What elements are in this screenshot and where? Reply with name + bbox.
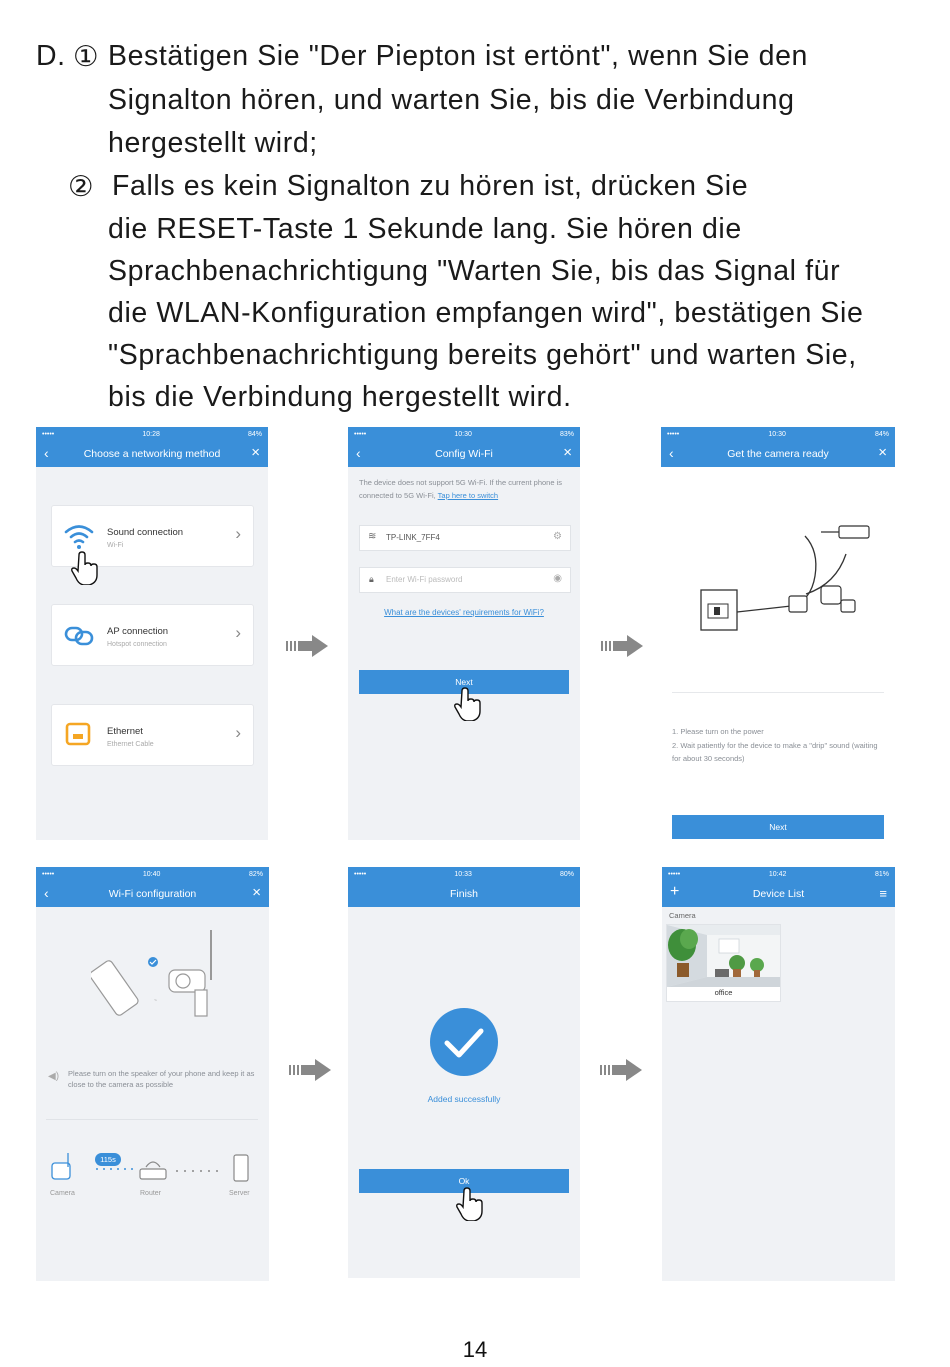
5g-notice: [359, 476, 564, 502]
option-title: AP connection: [107, 626, 169, 637]
screen-device-list: [662, 867, 895, 1281]
ethernet-icon: [64, 721, 94, 749]
screen-title: Wi-Fi configuration: [108, 888, 197, 900]
ok-button[interactable]: Ok: [359, 1169, 569, 1193]
carrier-signal: •••••: [42, 870, 55, 878]
screen-wifi-configuration: [36, 867, 269, 1281]
status-bar: [36, 427, 268, 441]
status-time: 10:30: [454, 430, 472, 438]
nav-bar: [661, 441, 895, 467]
switch-network-link[interactable]: Tap here to switch: [437, 491, 499, 500]
carrier-signal: •••••: [667, 430, 680, 438]
5g-notice-text: The device does not support 5G Wi-Fi. If the current phone is connected to 5G Wi-Fi,: [359, 478, 563, 500]
status-bar: [661, 427, 895, 441]
ssid-field[interactable]: [359, 525, 571, 551]
ready-step-2: 2. Wait patiently for the device to make a "drip" sound (waiting for about 30 seconds): [672, 741, 878, 763]
carrier-signal: •••••: [354, 430, 367, 438]
option-subtitle: Hotspot connection: [107, 641, 167, 648]
pointing-hand-icon: [71, 551, 99, 585]
option-subtitle: Wi-Fi: [107, 542, 124, 549]
svg-text:~: ~: [154, 998, 157, 1004]
section-label: Camera: [669, 911, 696, 920]
option-ethernet[interactable]: [51, 704, 254, 766]
success-message: Added successfully: [427, 1094, 501, 1104]
arrow-right-icon: [601, 635, 645, 657]
close-icon[interactable]: ×: [878, 444, 887, 461]
carrier-signal: •••••: [354, 870, 367, 878]
phone-camera-illustration: [91, 922, 231, 1022]
status-time: 10:33: [454, 870, 472, 878]
lock-icon: 🔒︎: [369, 574, 374, 584]
battery-level: 84%: [247, 430, 262, 438]
screen-config-wifi: [348, 427, 580, 840]
camera-thumbnail: [667, 925, 780, 987]
connection-flow-diagram: [48, 1149, 260, 1189]
device-name: office: [714, 988, 733, 997]
nav-bar: [662, 881, 895, 907]
status-time: 10:40: [142, 870, 161, 878]
option-subtitle: Ethernet Cable: [107, 741, 154, 748]
speaker-hint: Please turn on the speaker of your phone and keep it as close to the camera as possible: [68, 1069, 255, 1089]
password-placeholder: Enter Wi-Fi password: [386, 575, 463, 584]
node-label-router: Router: [140, 1190, 162, 1197]
battery-level: 83%: [559, 430, 574, 438]
screen-title: Finish: [449, 888, 478, 900]
nav-bar: [348, 441, 580, 467]
status-bar: [348, 867, 580, 881]
carrier-signal: •••••: [42, 430, 55, 438]
battery-level: 80%: [559, 870, 574, 878]
close-icon[interactable]: ×: [563, 444, 572, 461]
back-icon[interactable]: ‹: [44, 885, 49, 901]
step2-marker: ②: [68, 171, 95, 203]
success-check-icon: [429, 1007, 499, 1077]
step2-line-1: Falls es kein Signalton zu hören ist, drücken Sie: [112, 170, 749, 202]
divider: [672, 692, 884, 693]
step2-line-5: "Sprachbenachrichtigung bereits gehört" und warten Sie,: [108, 339, 857, 371]
pointing-hand-icon: [454, 687, 482, 721]
battery-level: 84%: [874, 430, 889, 438]
divider: [46, 1119, 258, 1120]
step2-line-2: die RESET-Taste 1 Sekunde lang. Sie hören die: [108, 213, 742, 245]
screen-camera-ready: [661, 427, 895, 846]
step2-line-6: bis die Verbindung hergestellt wird.: [108, 381, 572, 413]
nav-bar: [348, 881, 580, 907]
arrow-right-icon: [289, 1059, 333, 1081]
screen-choose-network: [36, 427, 268, 840]
camera-power-illustration: [681, 522, 881, 642]
wifi-icon: ≋: [368, 531, 377, 542]
close-icon[interactable]: ×: [251, 444, 260, 461]
back-icon[interactable]: ‹: [669, 445, 674, 461]
step1-marker: ①: [73, 41, 100, 73]
arrow-right-icon: [286, 635, 330, 657]
settings-icon[interactable]: ⚙: [553, 531, 562, 542]
battery-level: 82%: [248, 870, 263, 878]
page-number: 14: [462, 1337, 488, 1362]
close-icon[interactable]: ×: [252, 884, 261, 901]
status-time: 10:30: [768, 430, 786, 438]
nav-bar: [36, 441, 268, 467]
option-title: Ethernet: [107, 726, 143, 737]
screen-finish: [348, 867, 580, 1278]
back-icon[interactable]: ‹: [356, 445, 361, 461]
wifi-icon: [64, 522, 94, 550]
ssid-value: TP-LINK_7FF4: [386, 533, 440, 542]
pointing-hand-icon: [456, 1187, 484, 1221]
screen-title: Choose a networking method: [83, 448, 221, 460]
password-field[interactable]: [359, 567, 571, 593]
step1-line-2: Signalton hören, und warten Sie, bis die Verbindung: [108, 84, 795, 116]
next-button[interactable]: Next: [359, 670, 569, 694]
option-ap-connection[interactable]: [51, 604, 254, 666]
screen-title: Get the camera ready: [727, 448, 829, 460]
step2-line-3: Sprachbenachrichtigung "Warten Sie, bis das Signal für: [108, 255, 841, 287]
menu-icon[interactable]: ≡: [879, 886, 887, 901]
status-time: 10:28: [142, 430, 160, 438]
chevron-right-icon: ›: [235, 623, 241, 642]
eye-icon[interactable]: ◉: [553, 573, 562, 584]
step1-line-1: Bestätigen Sie "Der Piepton ist ertönt", wenn Sie den: [108, 40, 809, 72]
chevron-right-icon: ›: [235, 723, 241, 742]
ap-link-icon: [64, 621, 94, 649]
status-bar: [348, 427, 580, 441]
step1-line-3: hergestellt wird;: [108, 127, 318, 159]
next-button[interactable]: Next: [672, 815, 884, 839]
step2-line-4: die WLAN-Konfiguration empfangen wird", bestätigen Sie: [108, 297, 864, 329]
nav-bar: [36, 881, 269, 907]
chevron-right-icon: ›: [235, 524, 241, 543]
status-time: 10:42: [768, 870, 787, 878]
speaker-icon: ◀): [48, 1071, 60, 1082]
status-bar: [36, 867, 269, 881]
battery-level: 81%: [874, 870, 889, 878]
device-card[interactable]: [666, 924, 781, 1002]
option-title: Sound connection: [107, 527, 184, 538]
node-label-server: Server: [229, 1190, 250, 1197]
node-label-camera: Camera: [50, 1190, 75, 1197]
status-bar: [662, 867, 895, 881]
section-prefix: D.: [36, 40, 66, 72]
add-icon[interactable]: +: [670, 883, 680, 900]
screen-title: Config Wi-Fi: [435, 448, 493, 460]
carrier-signal: •••••: [668, 870, 681, 878]
back-icon[interactable]: ‹: [44, 445, 49, 461]
arrow-right-icon: [600, 1059, 644, 1081]
ready-step-1: 1. Please turn on the power: [672, 727, 764, 736]
wifi-requirements-link[interactable]: What are the devices' requirements for WiFi?: [384, 608, 544, 617]
countdown-badge: 115s: [95, 1153, 121, 1166]
screen-title: Device List: [752, 888, 805, 900]
